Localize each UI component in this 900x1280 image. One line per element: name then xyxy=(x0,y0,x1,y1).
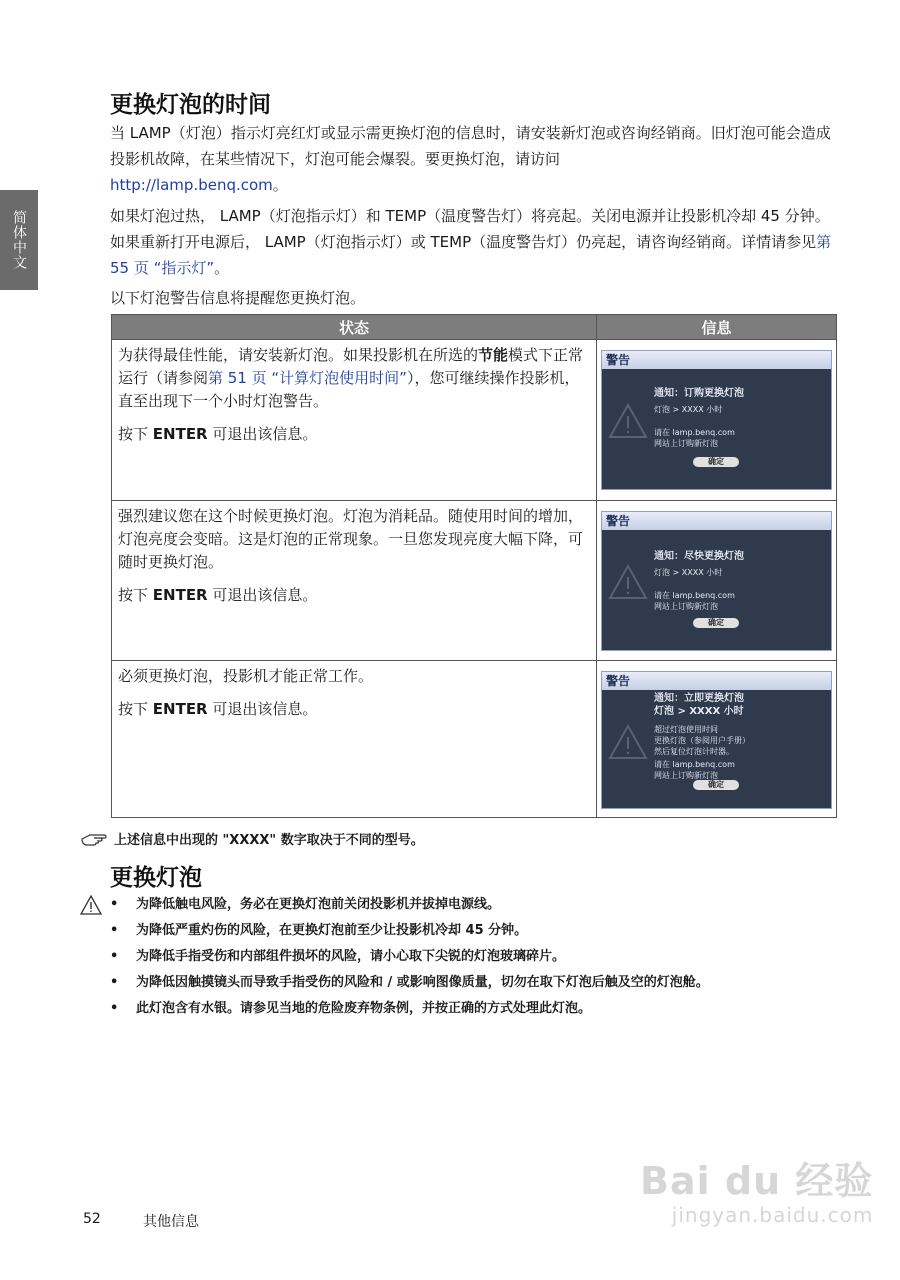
warning-triangle-icon xyxy=(608,724,648,760)
model-note-text: 上述信息中出现的 "XXXX" 数字取决于不同的型号。 xyxy=(114,833,424,848)
section-title-replace-lamp: 更换灯泡 xyxy=(110,865,202,891)
exit-text: 按下 xyxy=(118,586,153,604)
dialog-ok-button[interactable]: 确定 xyxy=(693,618,739,628)
warning-dialog xyxy=(601,671,832,809)
header-message: 信息 xyxy=(597,315,837,340)
exit-text: 可退出该信息。 xyxy=(207,586,318,604)
table-row xyxy=(112,501,837,661)
dialog-title: 警告 xyxy=(602,512,831,530)
list-item: • 为降低手指受伤和内部组件损坏的风险，请小心取下尖锐的灯泡玻璃碎片。 xyxy=(110,944,830,970)
dialog-line: 网站上订购新灯泡 xyxy=(654,602,718,611)
list-item: • 为降低因触摸镜头而导致手指受伤的风险和 / 或影响图像质量，切勿在取下灯泡后触及空的灯泡舱。 xyxy=(110,970,830,996)
message-cell xyxy=(597,501,837,661)
language-tab xyxy=(0,190,38,290)
language-tab-label: 简体中文 xyxy=(11,210,27,270)
state-text: 模式下正常运行（请参阅 xyxy=(118,346,584,387)
paragraph-overheat-text: 如果灯泡过热， LAMP（灯泡指示灯）和 TEMP（温度警告灯）将亮起。关闭电源并让投影机冷却 45 分钟。如果重新打开电源后， LAMP（灯泡指示灯）或 TEMP（温度警告灯）仍亮起，请咨询经销商。详情请参见 xyxy=(110,207,830,251)
model-note xyxy=(80,829,424,848)
exit-text: 可退出该信息。 xyxy=(207,425,318,443)
paragraph-lamp-intro xyxy=(110,120,840,198)
table-header-row xyxy=(112,315,837,340)
warning-triangle-icon xyxy=(608,564,648,600)
exit-instruction xyxy=(118,698,590,721)
lamp-warning-table xyxy=(111,314,837,818)
dialog-heading: 灯泡 > XXXX 小时 xyxy=(654,706,744,717)
safety-warning-list xyxy=(110,892,830,1022)
message-cell xyxy=(597,340,837,501)
watermark-brand: Bai du 经验 xyxy=(640,1159,874,1203)
dialog-line: 更换灯泡（参阅用户手册） xyxy=(654,736,750,745)
exit-text: 可退出该信息。 xyxy=(207,700,318,718)
warning-triangle-icon xyxy=(608,403,648,439)
dialog-title: 警告 xyxy=(602,351,831,369)
dialog-line: 然后复位灯泡计时器。 xyxy=(654,747,734,756)
dialog-heading: 通知：订购更换灯泡 xyxy=(654,388,744,399)
warning-dialog xyxy=(601,511,832,651)
dialog-line: 网站上订购新灯泡 xyxy=(654,439,718,448)
dialog-line: 超过灯泡使用时间 xyxy=(654,725,718,734)
dialog-ok-button[interactable]: 确定 xyxy=(693,780,739,790)
paragraph-end: 。 xyxy=(214,259,230,277)
dialog-body xyxy=(654,387,744,449)
dialog-line: 请在 lamp.benq.com xyxy=(654,591,735,600)
state-description: 必须更换灯泡，投影机才能正常工作。 xyxy=(118,667,374,685)
enter-key-label: ENTER xyxy=(152,425,208,443)
header-state: 状态 xyxy=(112,315,597,340)
enter-key-label: ENTER xyxy=(152,586,208,604)
exit-instruction xyxy=(118,584,590,607)
list-item: • 为降低严重灼伤的风险，在更换灯泡前至少让投影机冷却 45 分钟。 xyxy=(110,918,830,944)
lamp-site-link[interactable]: http://lamp.benq.com xyxy=(110,176,273,194)
exit-text: 按下 xyxy=(118,425,153,443)
list-item: • 为降低触电风险，务必在更换灯泡前关闭投影机并拔掉电源线。 xyxy=(110,892,830,918)
paragraph-overheat xyxy=(110,203,840,281)
dialog-line: 网站上订购新灯泡 xyxy=(654,771,718,780)
paragraph-lamp-intro-text: 当 LAMP（灯泡）指示灯亮红灯或显示需更换灯泡的信息时，请安装新灯泡或咨询经销商。旧灯泡可能会造成投影机故障，在某些情况下，灯泡可能会爆裂。要更换灯泡，请访问 xyxy=(110,124,831,168)
dialog-line: 灯泡 > XXXX 小时 xyxy=(654,405,723,414)
dialog-heading: 通知：立即更换灯泡 xyxy=(654,693,744,704)
footer-section-title: 其他信息 xyxy=(143,1214,199,1230)
dialog-line: 请在 lamp.benq.com xyxy=(654,760,735,769)
dialog-title: 警告 xyxy=(602,672,831,690)
enter-key-label: ENTER xyxy=(152,700,208,718)
dialog-body xyxy=(654,692,750,781)
dialog-heading: 通知：尽快更换灯泡 xyxy=(654,551,744,562)
pointing-hand-icon xyxy=(80,831,108,847)
list-item: • 此灯泡含有水银。请参见当地的危险废弃物条例，并按正确的方式处理此灯泡。 xyxy=(110,996,830,1022)
page-number: 52 xyxy=(83,1211,101,1227)
dialog-line: 灯泡 > XXXX 小时 xyxy=(654,568,723,577)
baidu-watermark xyxy=(640,1150,873,1227)
section-title-lamp-timing: 更换灯泡的时间 xyxy=(110,92,271,118)
state-description: 强烈建议您在这个时候更换灯泡。灯泡为消耗品。随使用时间的增加，灯泡亮度会变暗。这是灯泡的正常现象。一旦您发现亮度大幅下降，可随时更换灯泡。 xyxy=(118,507,584,571)
paragraph-warning-intro: 以下灯泡警告信息将提醒您更换灯泡。 xyxy=(110,289,366,307)
exit-text: 按下 xyxy=(118,700,153,718)
eco-mode-term: 节能 xyxy=(478,346,509,364)
table-row xyxy=(112,661,837,818)
lamp-hours-page-link[interactable]: 第 51 页 “计算灯泡使用时间” xyxy=(208,369,407,387)
state-cell xyxy=(112,661,597,818)
exit-instruction xyxy=(118,423,590,446)
state-cell xyxy=(112,501,597,661)
message-cell xyxy=(597,661,837,818)
dialog-ok-button[interactable]: 确定 xyxy=(693,457,739,467)
state-cell xyxy=(112,340,597,501)
dialog-line: 请在 lamp.benq.com xyxy=(654,428,735,437)
state-text: ），您可继续操作投影机，直至出现下一个小时灯泡警告。 xyxy=(118,369,580,410)
indicator-page-link[interactable]: 第 55 页 “指示灯” xyxy=(110,233,832,277)
dialog-body xyxy=(654,550,744,612)
state-text: 为获得最佳性能，请安装新灯泡。如果投影机在所选的 xyxy=(118,346,479,364)
table-row xyxy=(112,340,837,501)
state-description xyxy=(118,344,590,413)
watermark-url: jingyan.baidu.com xyxy=(671,1203,874,1227)
paragraph-end: 。 xyxy=(272,176,288,194)
warning-dialog xyxy=(601,350,832,490)
caution-icon xyxy=(80,895,102,915)
